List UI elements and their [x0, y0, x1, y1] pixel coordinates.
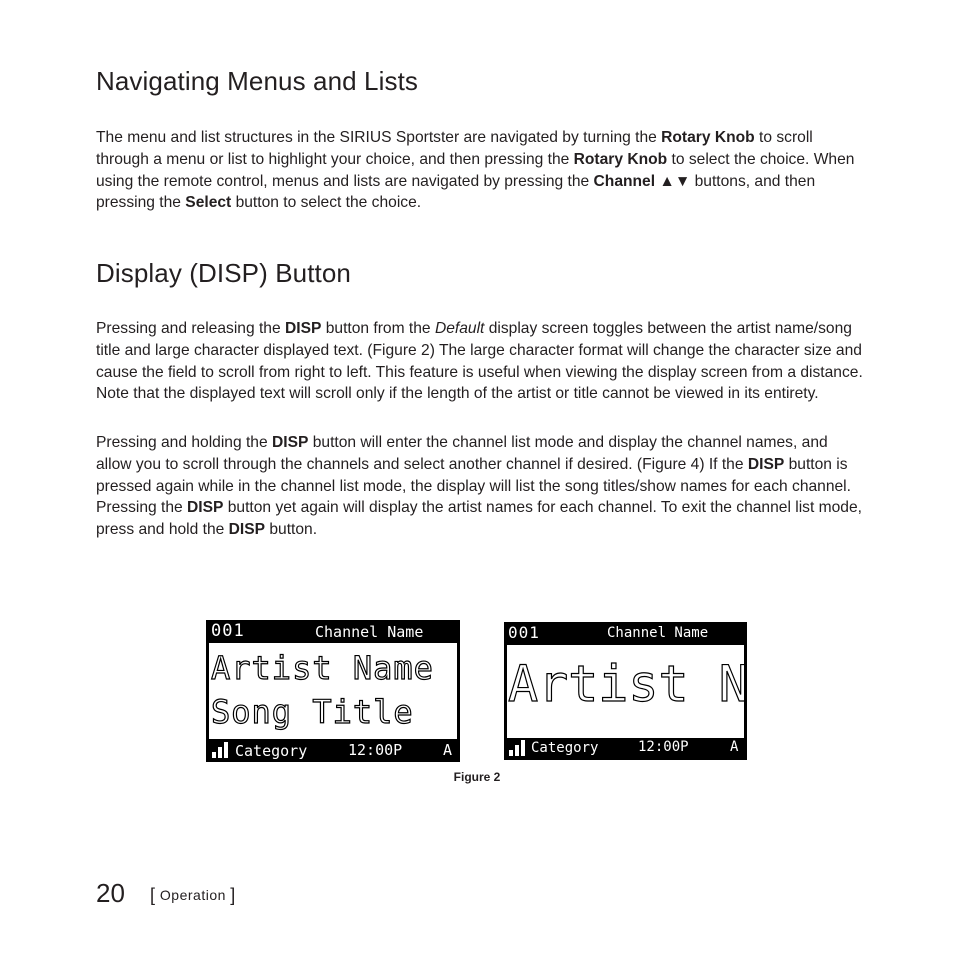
figure-caption: Figure 2 [453, 770, 501, 784]
up-down-arrow-icon: ▲▼ [655, 172, 691, 190]
artist-name-large-line: Artist N [508, 655, 749, 713]
signal-strength-icon [212, 742, 234, 758]
lcd-screen-standard [206, 620, 460, 762]
time-label: 12:00P [638, 739, 689, 755]
band-label: A [730, 739, 739, 755]
page-number: 20 [96, 878, 125, 908]
band-label: A [443, 741, 453, 759]
signal-strength-icon [509, 740, 531, 756]
lcd-text-area [507, 645, 749, 738]
paragraph-disp-hold: Pressing and holding the DISP button will enter the channel list mode and display the channel names, and allow you to scroll through the channels and select another channel if desired. (Figure 4) If the DISP button is pressed again while in the channel list mode, the display will list the song titles/show names for each channel. Pressing the DISP button yet again will display the artist names for each channel. To exit the channel list mode, press and hold the DISP button. [96, 434, 862, 539]
song-title-line: Song Title [211, 693, 414, 731]
category-label: Category [235, 742, 308, 760]
artist-name-line: Artist Name [211, 649, 434, 687]
channel-number: 001 [211, 621, 245, 641]
time-label: 12:00P [348, 741, 403, 759]
section-label: [ Operation ] [150, 885, 236, 905]
lcd-text-area [209, 643, 457, 739]
channel-number: 001 [508, 623, 540, 642]
channel-name: Channel Name [315, 623, 424, 641]
paragraph-navigating: The menu and list structures in the SIRIUS Sportster are navigated by turning the Rotary Knob to scroll through a menu or list to highlight your choice, and then pressing the Rotary Knob to select the choice. When using the remote control, menus and lists are navigated by pressing the Channel ▲▼ buttons, and then pressing the Select button to select the choice. [96, 129, 855, 212]
category-label: Category [531, 740, 599, 756]
section-heading-disp: Display (DISP) Button [96, 258, 351, 288]
lcd-screen-large-character [504, 622, 747, 760]
channel-name: Channel Name [607, 625, 709, 641]
paragraph-disp-press: Pressing and releasing the DISP button from the Default display screen toggles between the artist name/song title and large character displayed text. (Figure 2) The large character format will change the character size and cause the field to scroll from right to left. This feature is useful when viewing the display screen from a distance. Note that the displayed text will scroll only if the length of the artist or title cannot be viewed in its entirety. [96, 320, 863, 403]
section-heading-navigating: Navigating Menus and Lists [96, 66, 419, 96]
